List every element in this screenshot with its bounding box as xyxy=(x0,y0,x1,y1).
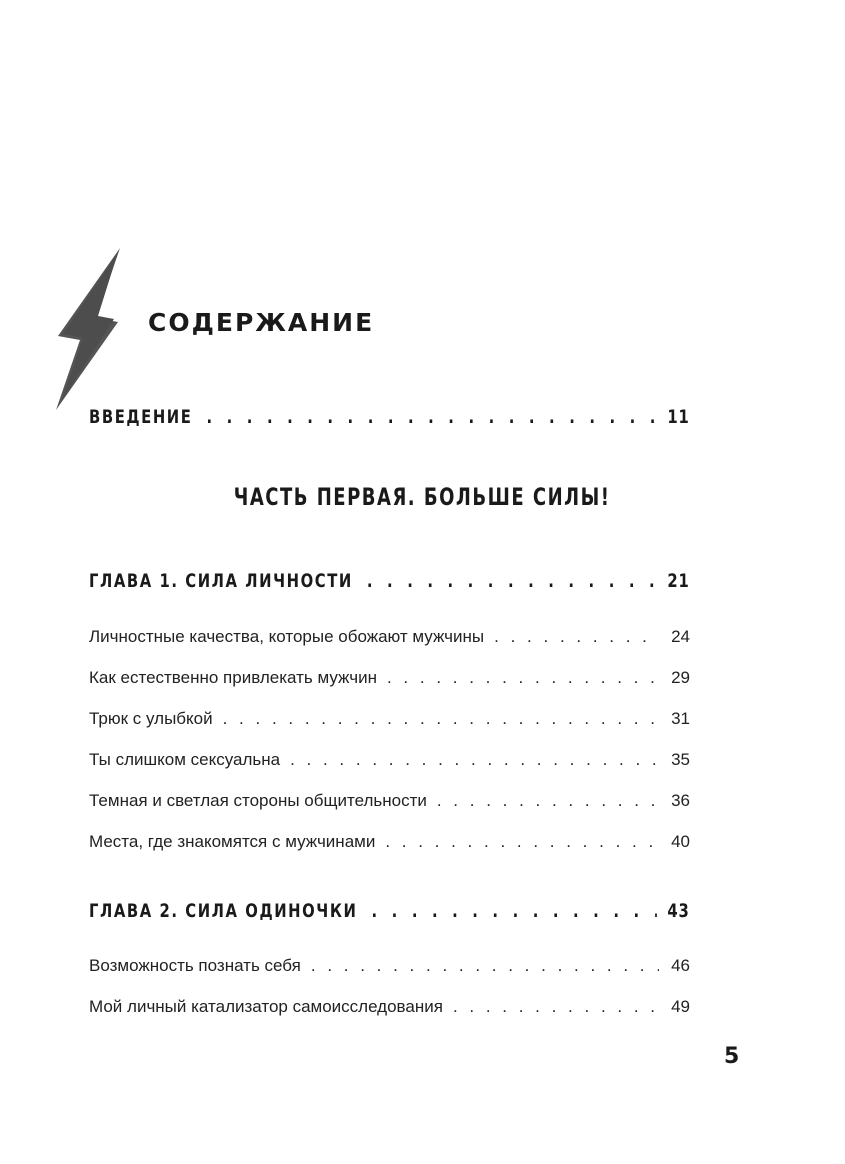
toc-label: ГЛАВА 2. СИЛА ОДИНОЧКИ xyxy=(89,900,358,922)
dot-leader xyxy=(385,832,659,852)
dot-leader xyxy=(223,709,659,729)
toc-page-number: 24 xyxy=(671,627,690,646)
toc-label: ГЛАВА 1. СИЛА ЛИЧНОСТИ xyxy=(89,570,353,592)
dot-leader xyxy=(494,627,659,647)
toc-entry-row[interactable] xyxy=(89,709,690,729)
toc-entry-row[interactable] xyxy=(89,997,690,1017)
toc-page-number: 36 xyxy=(671,791,690,810)
toc-label: ВВЕДЕНИЕ xyxy=(89,406,193,428)
toc-page-number: 35 xyxy=(671,750,690,769)
toc-label: Ты слишком сексуальна xyxy=(89,750,281,769)
toc-label: Как естественно привлекать мужчин xyxy=(89,668,377,687)
dot-leader xyxy=(453,997,659,1017)
page-number: 5 xyxy=(724,1044,740,1069)
dot-leader xyxy=(290,750,659,770)
dot-leader xyxy=(387,668,659,688)
toc-page-number: 49 xyxy=(671,997,690,1016)
dot-leader xyxy=(367,570,657,592)
part-title-text: ЧАСТЬ ПЕРВАЯ. БОЛЬШЕ СИЛЫ! xyxy=(234,483,611,511)
part-title xyxy=(0,483,845,511)
toc-page-number: 43 xyxy=(667,900,690,922)
toc-page-number: 29 xyxy=(671,668,690,687)
toc-label: Трюк с улыбкой xyxy=(89,709,213,728)
dot-leader xyxy=(206,406,656,428)
toc-page-number: 40 xyxy=(671,832,690,851)
toc-page-number: 11 xyxy=(667,406,690,428)
dot-leader xyxy=(437,791,659,811)
dot-leader xyxy=(372,900,657,922)
toc-chapter-row[interactable] xyxy=(89,900,690,922)
toc-entry-row[interactable] xyxy=(89,668,690,688)
toc-label: Места, где знакомятся с мужчинами xyxy=(89,832,376,851)
lightning-bolt-icon xyxy=(52,246,124,412)
toc-page-number: 31 xyxy=(671,709,690,728)
toc-chapter-row[interactable] xyxy=(89,570,690,592)
toc-page-number: 21 xyxy=(667,570,690,592)
toc-intro-row[interactable] xyxy=(89,406,690,428)
toc-entry-row[interactable] xyxy=(89,750,690,770)
toc-label: Мой личный катализатор самоисследования xyxy=(89,997,443,1016)
toc-label: Возможность познать себя xyxy=(89,956,301,975)
toc-entry-row[interactable] xyxy=(89,956,690,976)
page-title: СОДЕРЖАНИЕ xyxy=(148,308,375,337)
toc-entry-row[interactable] xyxy=(89,791,690,811)
toc-label: Личностные качества, которые обожают мужчины xyxy=(89,627,485,646)
toc-entry-row[interactable] xyxy=(89,832,690,852)
toc-entry-row[interactable] xyxy=(89,627,690,647)
toc-label: Темная и светлая стороны общительности xyxy=(89,791,427,810)
dot-leader xyxy=(311,956,659,976)
toc-page-number: 46 xyxy=(671,956,690,975)
